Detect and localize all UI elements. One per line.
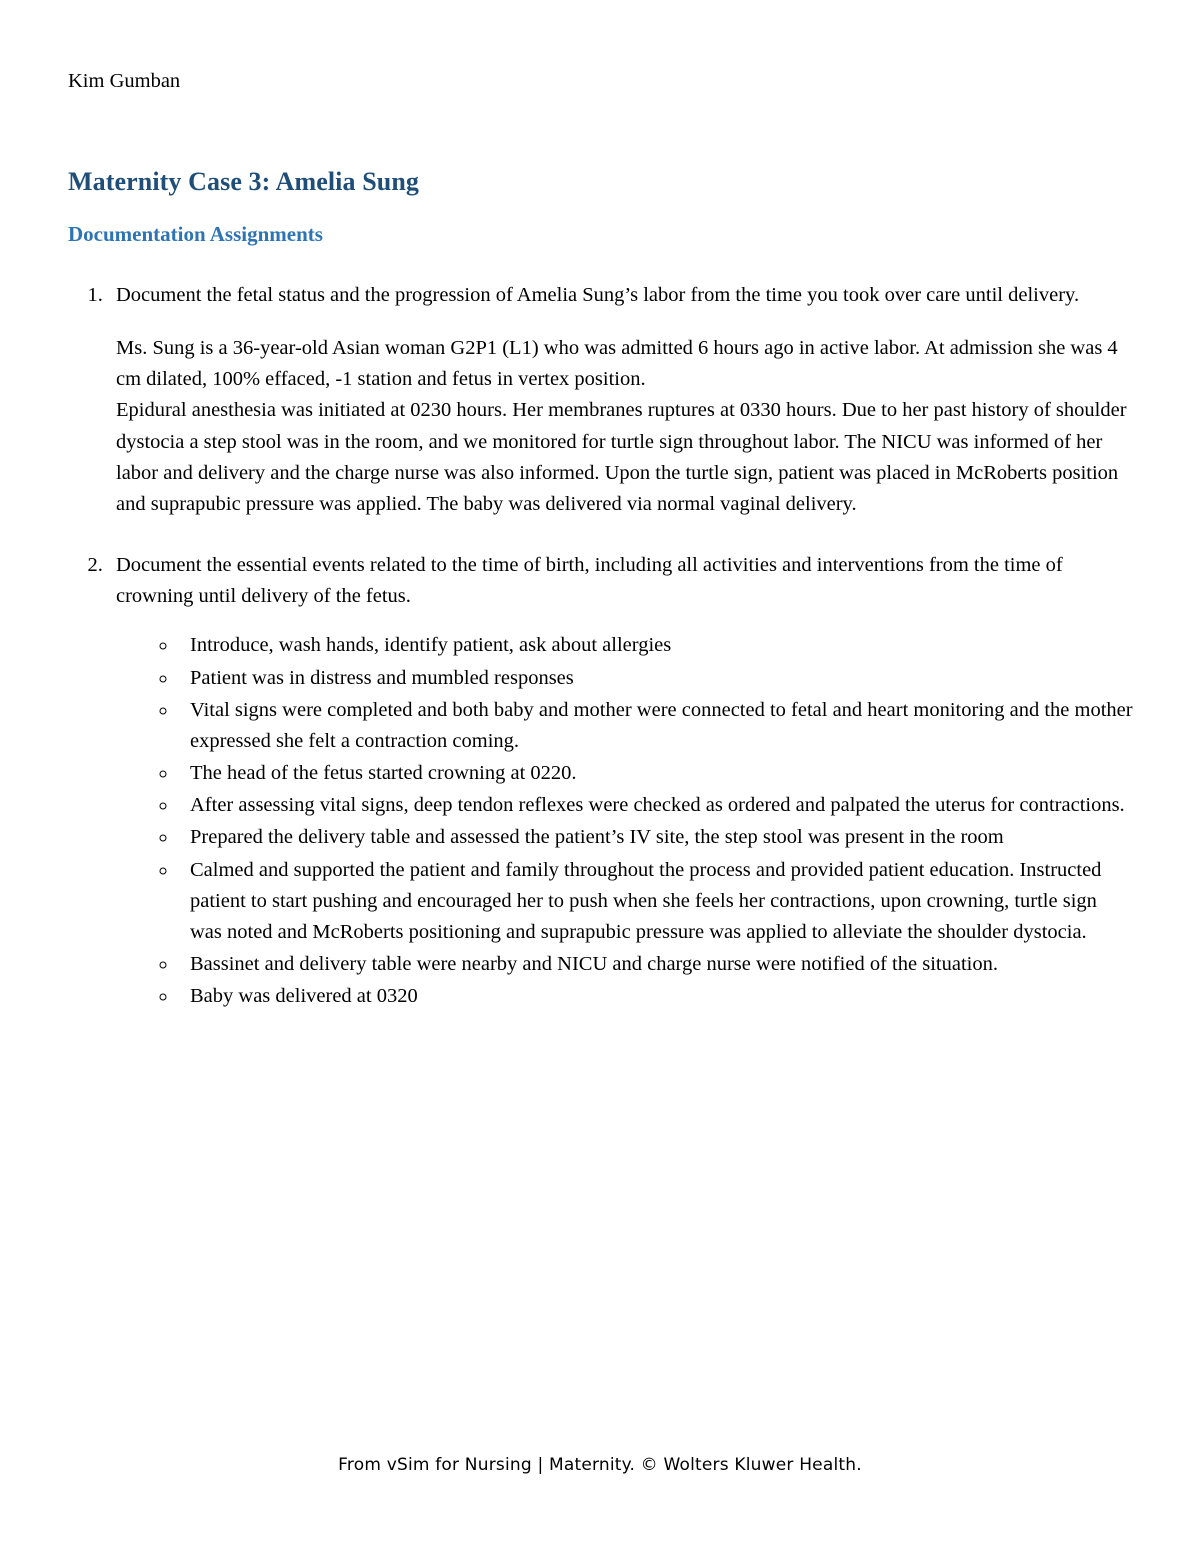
assignment-item-1 (108, 280, 1133, 520)
list-item: ◦ Bassinet and delivery table were nearby and NICU and charge nurse were notified of the situation. (178, 949, 1133, 980)
assignment-1-prompt: 1. Document the fetal status and the progression of Amelia Sung’s labor from the time you took over care until delivery. (116, 284, 1080, 306)
page-footer: From vSim for Nursing | Maternity. © Wolters Kluwer Health. (338, 1455, 862, 1475)
list-item: ◦ Patient was in distress and mumbled responses (178, 663, 1133, 694)
list-item: ◦ Vital signs were completed and both baby and mother were connected to fetal and heart monitoring and the mother expressed she felt a contraction coming. (178, 695, 1133, 757)
document-body (68, 280, 1133, 1016)
list-item: ◦ Calmed and supported the patient and family throughout the process and provided patient education. Instructed patient to start pushing and encouraged her to push when she feels her contractions, upon crowning, turtle sign was noted and McRoberts positioning and suprapubic pressure was applied to alleviate the shoulder dystocia. (178, 855, 1133, 948)
assignment-spacer (116, 524, 1133, 550)
assignment-2-bullet-list (116, 630, 1133, 1012)
assignment-2-prompt: 2. Document the essential events related to the time of birth, including all activities and interventions from the time of crowning until delivery of the fetus. (116, 554, 1063, 608)
list-item: ◦ The head of the fetus started crowning at 0220. (178, 758, 1133, 789)
assignment-1-answer-paragraph-2: Epidural anesthesia was initiated at 0230 hours. Her membranes ruptures at 0330 hours. Due to her past history of shoulder dystocia a step stool was in the room, and we monitored for turtle sign throughout labor. The NICU was informed of her labor and delivery and the charge nurse was also informed. Upon the turtle sign, patient was placed in McRoberts position and suprapubic pressure was applied. The baby was delivered via normal vaginal delivery. (116, 399, 1127, 515)
author-name: Kim Gumban (68, 70, 181, 92)
assignment-list (68, 280, 1133, 1012)
page-subtitle: Documentation Assignments (68, 222, 323, 247)
list-item: ◦ Introduce, wash hands, identify patient, ask about allergies (178, 630, 1133, 661)
list-item: ◦ Baby was delivered at 0320 (178, 981, 1133, 1012)
page-title: Maternity Case 3: Amelia Sung (68, 167, 419, 197)
assignment-item-2 (108, 524, 1133, 1012)
list-item: ◦ Prepared the delivery table and assessed the patient’s IV site, the step stool was present in the room (178, 822, 1133, 853)
assignment-1-answer-paragraph-1: Ms. Sung is a 36-year-old Asian woman G2P1 (L1) who was admitted 6 hours ago in active labor. At admission she was 4 cm dilated, 100% effaced, -1 station and fetus in vertex position. (116, 337, 1118, 391)
list-item: ◦ After assessing vital signs, deep tendon reflexes were checked as ordered and palpated the uterus for contractions. (178, 790, 1133, 821)
